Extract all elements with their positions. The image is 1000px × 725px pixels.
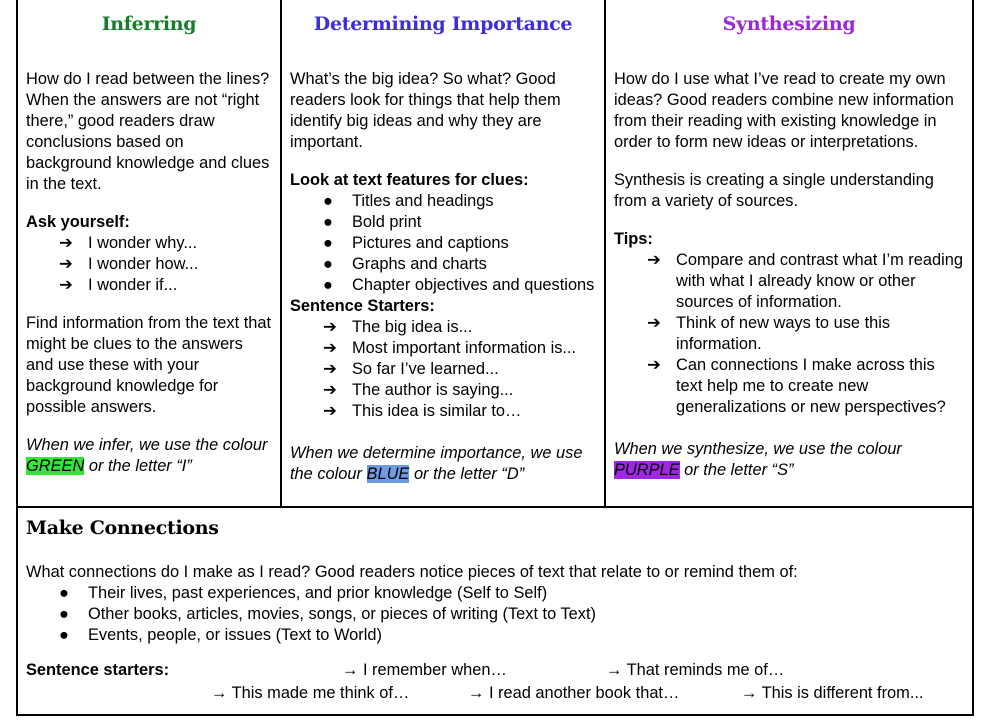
sentence-starters-label: Sentence Starters: [290,297,435,315]
connections-list [26,583,964,646]
list-item: ➔ Can connections I make across this text help me to create new generalizations or new perspectives? [647,356,946,416]
bullet-icon: ● [323,276,333,294]
list-item: ● Chapter objectives and questions [323,276,595,294]
list-item: ● Pictures and captions [323,234,509,252]
list-item: ● Events, people, or issues (Text to World) [59,626,382,644]
list-item: ➔ Most important information is... [323,339,577,357]
connections-starters-label: Sentence starters: [26,661,170,679]
arrow-icon: ➔ [59,255,73,273]
tips-label: Tips: [614,230,653,248]
list-item: ● Their lives, past experiences, and prior knowledge (Self to Self) [59,584,548,602]
blue-highlight: BLUE [366,465,410,483]
list-item: ➔ This idea is similar to… [323,402,522,420]
starter-item: → This made me think of… [211,684,410,702]
arrow-icon: ➔ [647,314,661,332]
arrow-icon: ➔ [323,402,337,420]
synthesis-definition: Synthesis is creating a single understanding from a variety of sources. [614,171,934,210]
bullet-icon: ● [323,255,333,273]
bullet-icon: ● [59,605,69,623]
arrow-icon: ➔ [647,251,661,269]
synthesizing-title: Synthesizing [722,13,856,35]
bullet-icon: ● [323,213,333,231]
starter-item: → That reminds me of… [606,661,785,679]
list-item: ● Titles and headings [323,192,494,210]
starters-list [290,317,596,422]
synthesizing-colour-note: When we synthesize, we use the colour PURPLE or the letter “S” [614,440,902,479]
text-features-label: Look at text features for clues: [290,171,529,189]
arrow-icon: ➔ [323,318,337,336]
green-highlight: GREEN [26,457,85,475]
starter-item: → I remember when… [342,661,507,679]
list-item: ➔ I wonder if... [59,276,178,294]
tips-list [614,250,964,418]
starter-item: → I read another book that… [468,684,680,702]
inferring-column [18,0,282,506]
ask-yourself-label: Ask yourself: [26,213,130,231]
list-item: ➔ The big idea is... [323,318,473,336]
connections-section [18,508,972,714]
importance-column [282,0,606,506]
arrow-icon: ➔ [59,234,73,252]
synthesizing-column [606,0,972,506]
list-item: ➔ Think of new ways to use this information. [647,314,891,353]
inferring-intro: How do I read between the lines? When the answers are not “right there,” good readers draw conclusions based on background knowledge and clues in the text. [26,70,270,193]
strategies-row [18,0,972,508]
inferring-colour-note: When we infer, we use the colour GREEN or the letter “I” [26,436,268,475]
connections-title: Make Connections [26,517,219,539]
bullet-icon: ● [323,192,333,210]
arrow-icon: ➔ [323,381,337,399]
ask-list [26,233,272,296]
list-item: ● Other books, articles, movies, songs, or pieces of writing (Text to Text) [59,605,597,623]
importance-title: Determining Importance [313,13,573,35]
connections-intro: What connections do I make as I read? Good readers notice pieces of text that relate to or remind them of: [26,563,798,581]
arrow-icon: ➔ [647,356,661,374]
list-item: ➔ The author is saying... [323,381,514,399]
connections-starters [26,660,964,708]
synthesizing-intro: How do I use what I’ve read to create my own ideas? Good readers combine new information from their reading with existing knowledge in order to form new ideas or interpretations. [614,70,954,151]
inferring-find-text: Find information from the text that might be clues to the answers and use these with your background knowledge for possible answers. [26,314,272,416]
features-list [290,191,596,296]
starter-item: → This is different from... [741,684,924,702]
list-item: ➔ I wonder why... [59,234,198,252]
bullet-icon: ● [323,234,333,252]
bullet-icon: ● [59,626,69,644]
list-item: ● Bold print [323,213,422,231]
inferring-title: Inferring [101,13,197,35]
importance-intro: What’s the big idea? So what? Good readers look for things that help them identify big ideas and why they are important. [290,70,561,151]
arrow-icon: ➔ [323,360,337,378]
list-item: ➔ Compare and contrast what I’m reading with what I already know or other sources of information. [647,251,963,311]
list-item: ➔ I wonder how... [59,255,199,273]
importance-colour-note: When we determine importance, we use the colour BLUE or the letter “D” [290,444,583,483]
arrow-icon: ➔ [323,339,337,357]
purple-highlight: PURPLE [614,461,680,479]
list-item: ➔ So far I’ve learned... [323,360,499,378]
arrow-icon: ➔ [59,276,73,294]
list-item: ● Graphs and charts [323,255,487,273]
bullet-icon: ● [59,584,69,602]
strategies-table [16,0,974,716]
